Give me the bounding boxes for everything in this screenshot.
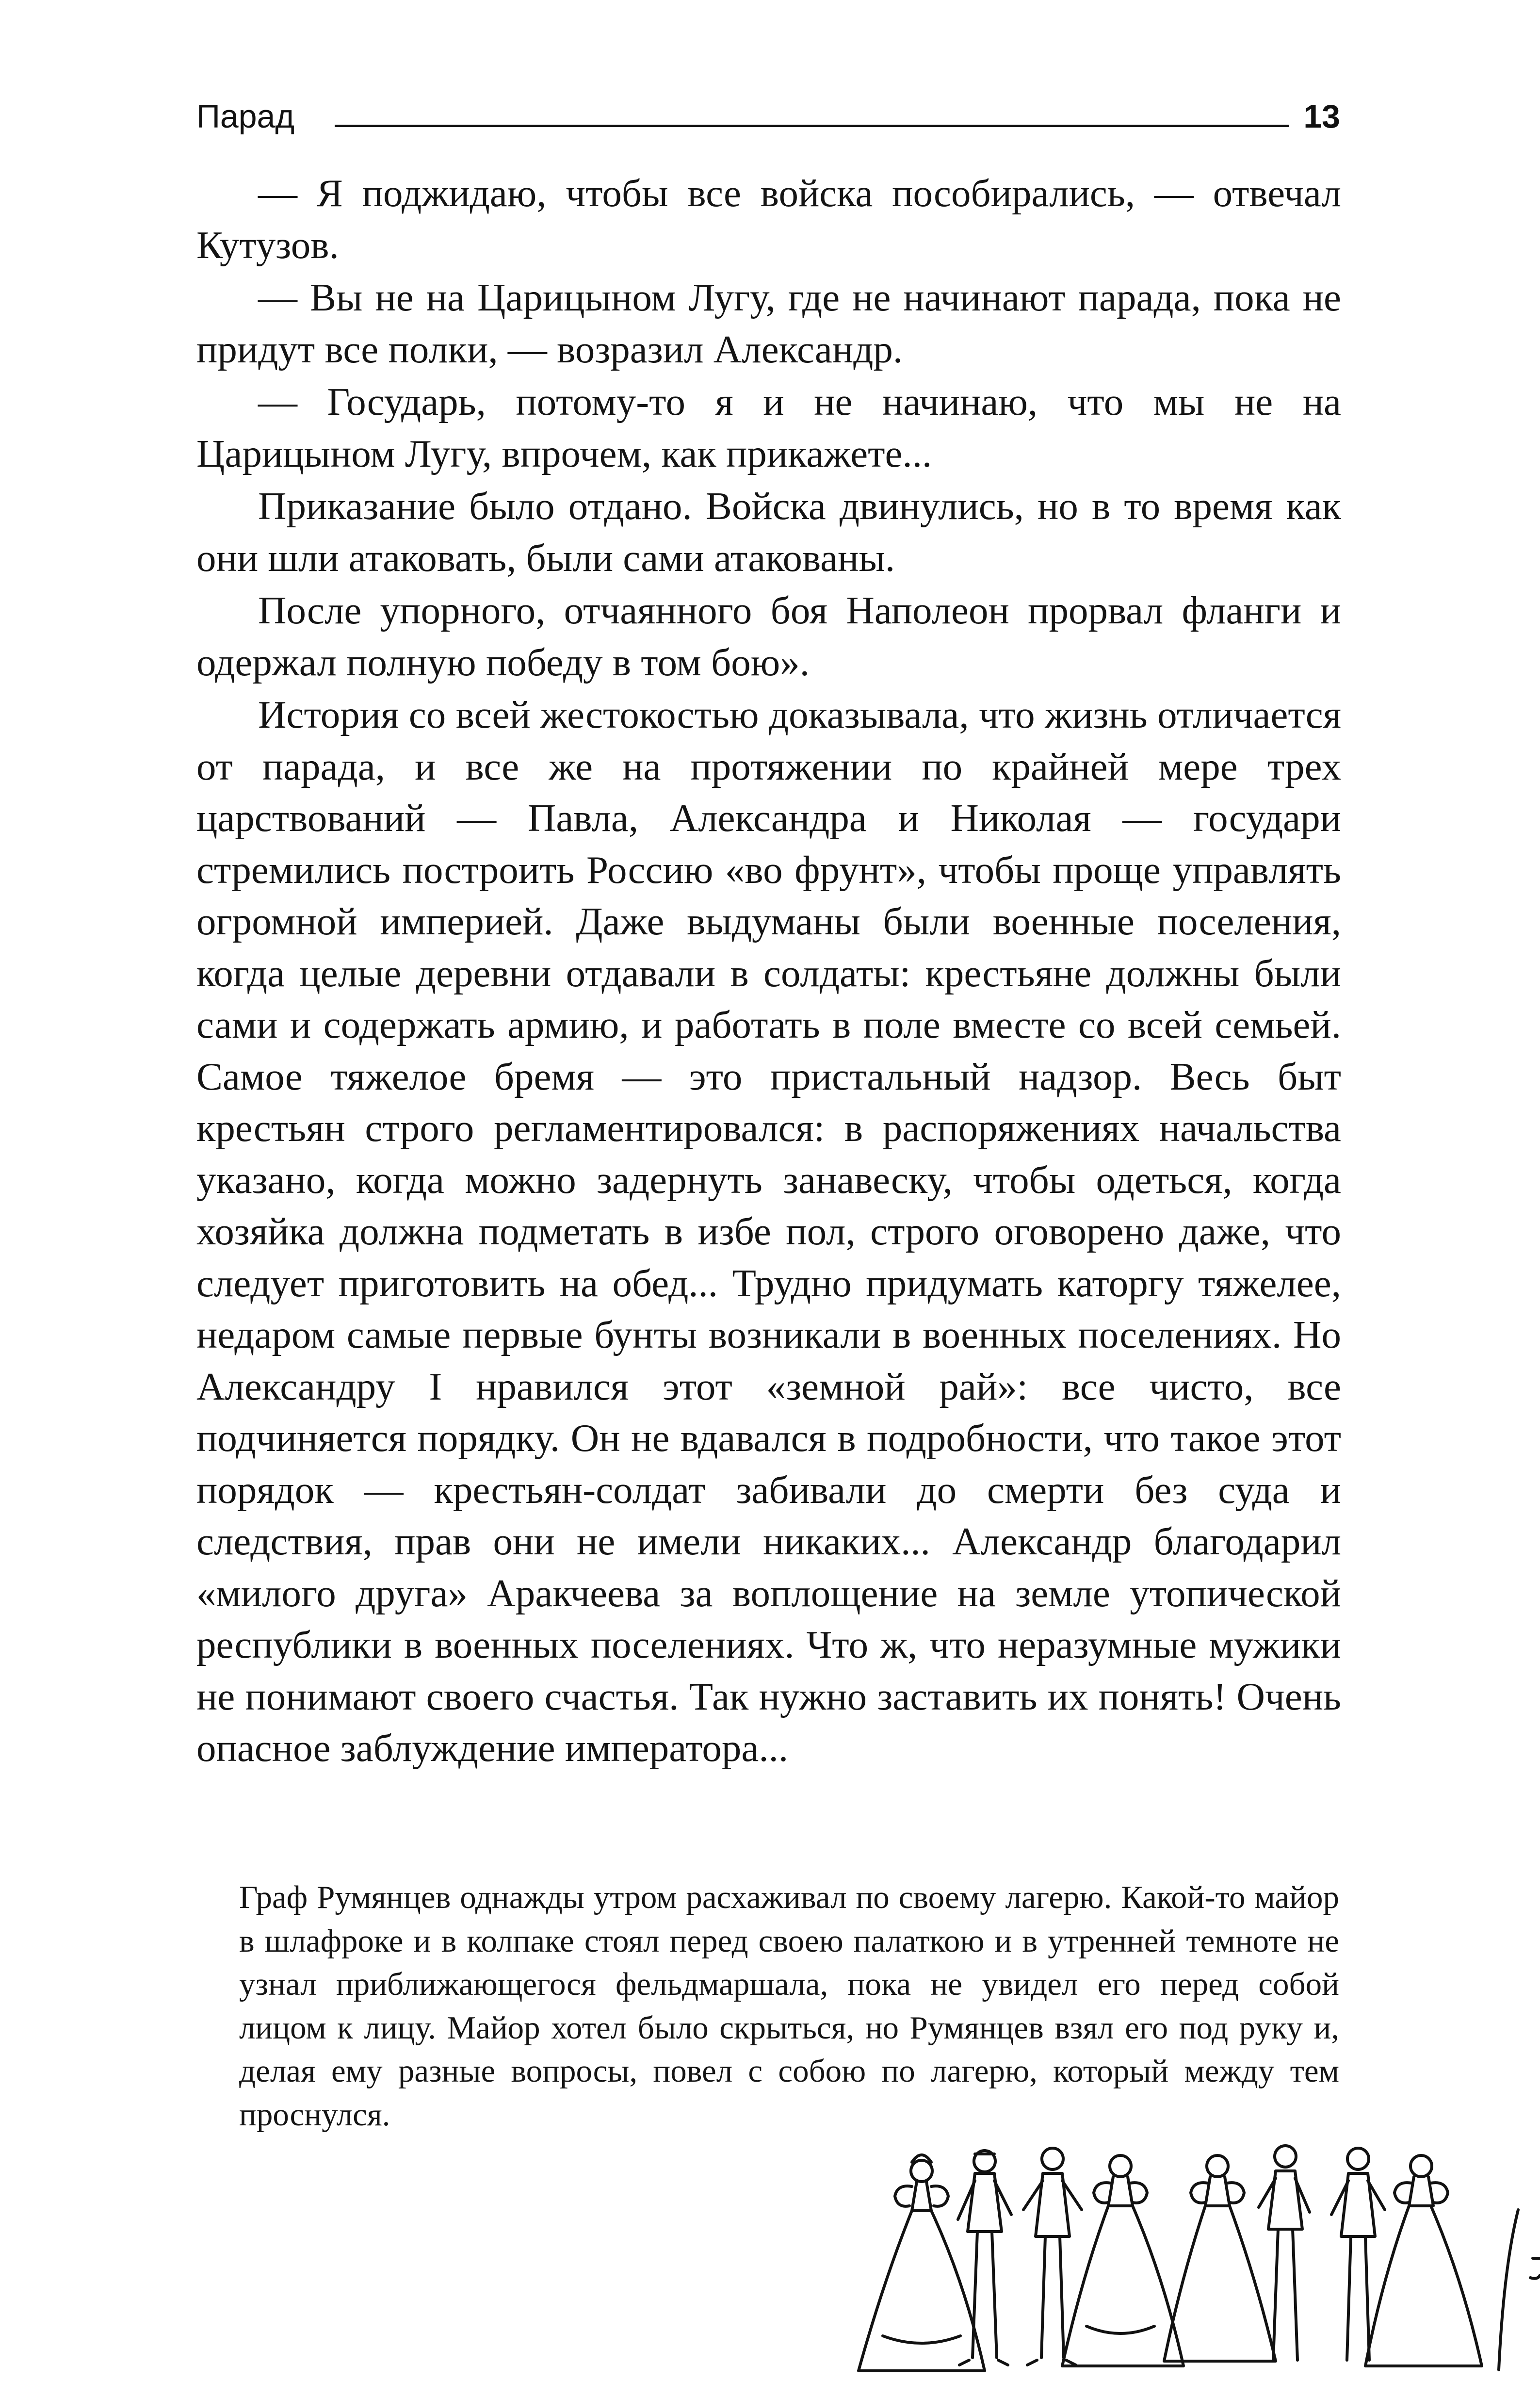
dancer-lady-1: [859, 2155, 985, 2371]
dancers-illustration: [839, 2132, 1540, 2381]
anecdote-text: Граф Румянцев однажды утром расхаживал по своему лагерю. Какой-то майор в шлафроке и в колпаке стоял перед своею палаткою и в утренней темноте не узнал приближающегося фельдмаршала, пока не увидел его перед собой лицом к лицу. Майор хотел было скрыться, но Румянцев взял его под руку и, делая ему разные вопросы, повел с собою по лагерю, который между тем проснулся.: [239, 1879, 1339, 2133]
page-number: 13: [1303, 98, 1340, 135]
paragraph-dialogue-3: — Государь, потому-то я и не начинаю, что мы не на Царицыном Лугу, впрочем, как прикажете...: [196, 380, 1341, 475]
header-rule: [335, 125, 1289, 127]
paragraph-dialogue-1: — Я поджидаю, чтобы все войска пособирались, — отвечал Кутузов.: [196, 171, 1341, 267]
running-title: Парад: [196, 98, 295, 135]
dancer-gentleman-1: [958, 2151, 1011, 2365]
dancer-lady-3: [1164, 2155, 1276, 2361]
dancer-gentleman-2: [1023, 2148, 1082, 2365]
dancer-lady-2: [1062, 2155, 1183, 2366]
dancer-partial-edge: [1499, 2210, 1540, 2370]
main-text: [196, 167, 1341, 1774]
paragraph-4: Приказание было отдано. Войска двинулись, но в то время как они шли атаковать, были сами атакованы.: [196, 484, 1341, 580]
paragraph-6: История со всей жестокостью доказывала, что жизнь отличается от парада, и все же на протяжении по крайней мере трех царствований — Павла, Александра и Николая — государи стремились построить Россию «во фрунт», чтобы проще управлять огромной империей. Даже выдуманы были военные поселения, когда целые деревни отдавали в солдаты: крестьяне должны были сами и содержать армию, и работать в поле вместе со всей семьей. Самое тяжелое бремя — это пристальный надзор. Весь быт крестьян строго регламентировался: в распоряжениях начальства указано, когда можно задернуть занавеску, чтобы одеться, когда хозяйка должна подметать в избе пол, строго оговорено даже, что следует приготовить на обед... Трудно придумать каторгу тяжелее, недаром самые первые бунты возникали в военных поселениях. Но Александру I нравился этот «земной рай»: все чисто, все подчиняется порядку. Он не вдавался в подробности, что такое этот порядок — крестьян-солдат забивали до смерти без суда и следствия, прав они не имели никаких... Александр благодарил «милого друга» Аракчеева за воплощение на земле утопической республики в военных поселениях. Что ж, что неразумные мужики не понимают своего счастья. Так нужно заставить их понять! Очень опасное заблуждение императора...: [196, 693, 1341, 1770]
dancer-lady-4: [1365, 2155, 1482, 2366]
dancer-gentleman-4: [1331, 2148, 1385, 2360]
running-head: [196, 95, 1340, 138]
paragraph-dialogue-2: — Вы не на Царицыном Лугу, где не начинают парада, пока не придут все полки, — возразил Александр.: [196, 276, 1341, 371]
paragraph-5: После упорного, отчаянного боя Наполеон прорвал фланги и одержал полную победу в том бою».: [196, 588, 1341, 684]
